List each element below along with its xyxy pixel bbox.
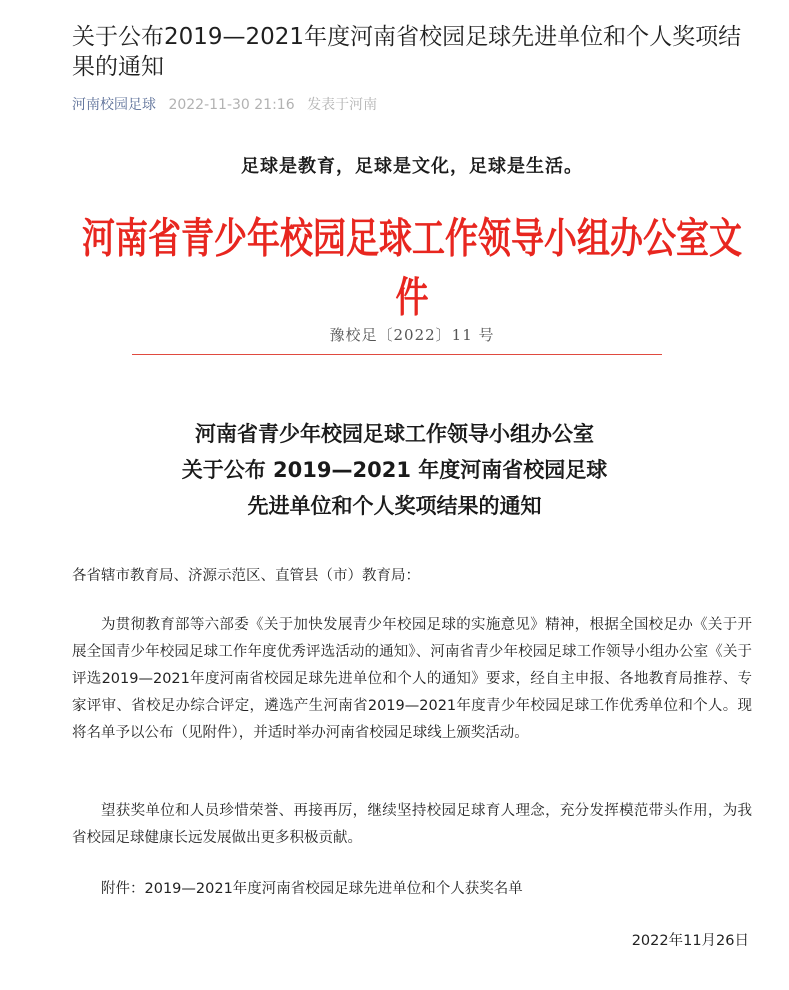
body-paragraph-1: 为贯彻教育部等六部委《关于加快发展青少年校园足球的实施意见》精神，根据全国校足办《关于开展全国青少年校园足球工作年度优秀评选活动的通知》、河南省青少年校园足球工作领导小组办公室《关于评选2019—2021年度河南省校园足球先进单位和个人的通知》要求，经自主申报、各地教育局推荐、专家评审、省校足办综合评定，遴选产生河南省2019—2021年度青少年校园足球工作优秀单位和个人。现将名单予以公布（见附件），并适时举办河南省校园足球线上颁奖活动。 [72,617,752,741]
salutation: 各省辖市教育局、济源示范区、直管县（市）教育局： [72,568,420,584]
article-meta [72,96,377,114]
document-number: 豫校足〔2022〕11 号 [329,326,495,344]
document-title-line: 关于公布 2019—2021 年度河南省校园足球 [181,458,608,482]
document-header-image [72,134,752,374]
article-title: 关于公布2019—2021年度河南省校园足球先进单位和个人奖项结果的通知 [72,24,742,80]
document-title-line: 河南省青少年校园足球工作领导小组办公室 [195,422,594,446]
slogan: 足球是教育，足球是文化，足球是生活。 [241,156,583,177]
red-divider [132,354,662,355]
attachment-line: 附件：2019—2021年度河南省校园足球先进单位和个人获奖名单 [101,881,523,897]
document-title [0,416,789,524]
publish-datetime: 2022-11-30 21:16 [168,97,295,113]
body-paragraph-2: 望获奖单位和人员珍惜荣誉、再接再厉，继续坚持校园足球育人理念，充分发挥模范带头作用，为我省校园足球健康长远发展做出更多积极贡献。 [72,803,752,846]
publish-location: 发表于河南 [307,97,378,113]
document-title-line: 先进单位和个人奖项结果的通知 [247,494,542,518]
office-red-header: 河南省青少年校园足球工作领导小组办公室文件 [82,213,742,322]
author-link[interactable]: 河南校园足球 [72,97,156,113]
signature-date: 2022年11月26日 [631,933,749,949]
